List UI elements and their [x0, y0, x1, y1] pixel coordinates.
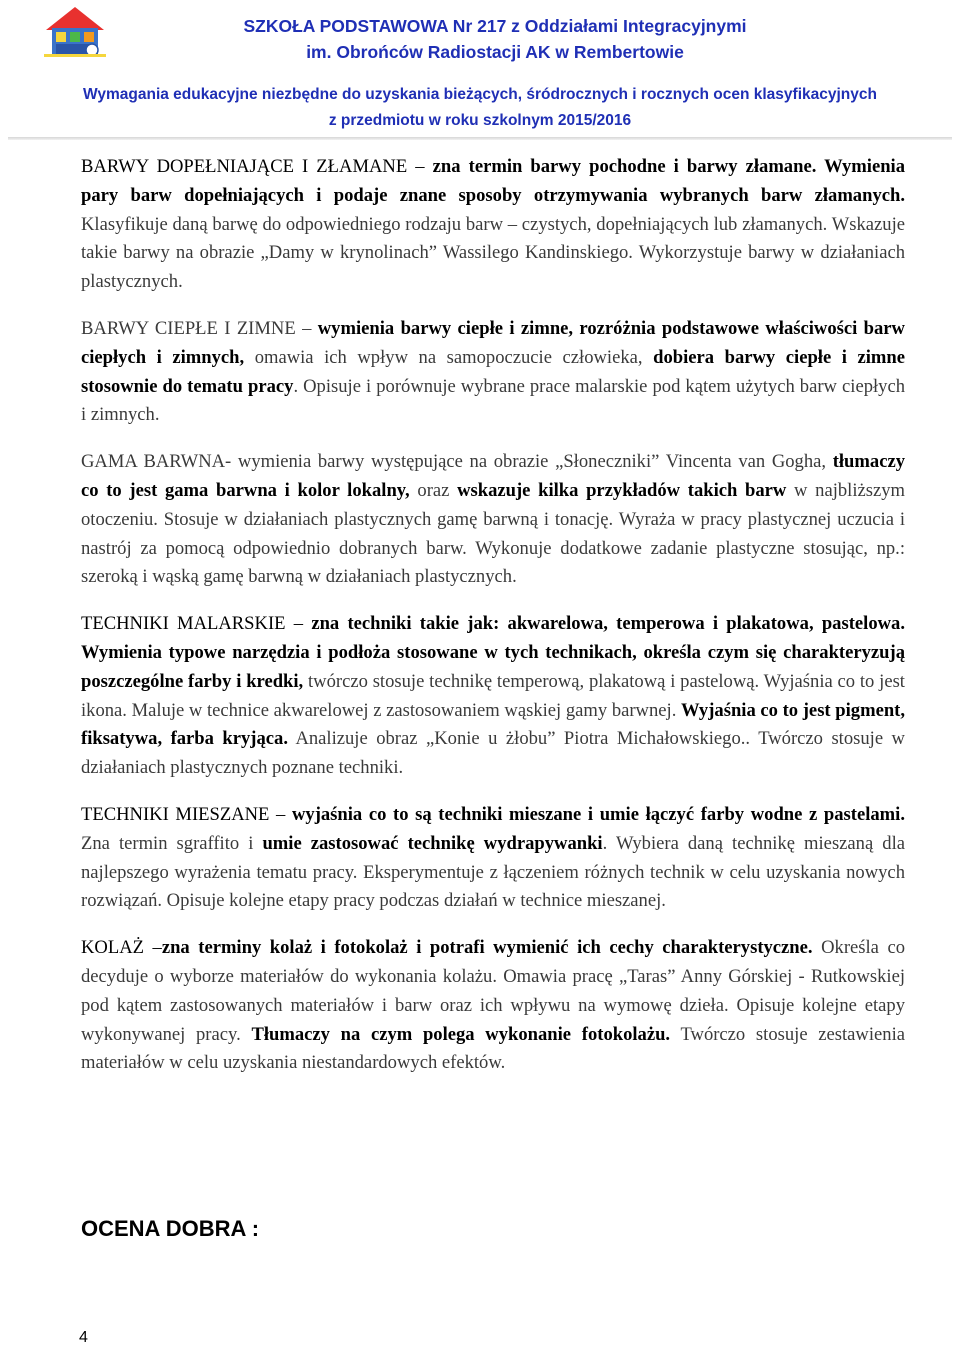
text-run: zna terminy kolaż i fotokolaż i potrafi wymienić ich cechy charakterystyczne.: [161, 937, 813, 959]
text-run: . Opisuje i porównuje wybrane prace malarskie pod kątem użytych barw ciepłych i zimnych.: [81, 375, 906, 426]
text-run: dobiera barwy ciepłe i zimne stosownie do tematu pracy: [81, 346, 905, 397]
text-run: wyjaśnia co to są techniki mieszane i umie łączyć farby wodne z pastelami.: [291, 803, 905, 825]
page-number: 4: [79, 1329, 88, 1346]
page-header: [0, 0, 960, 142]
text-run: wskazuje kilka przykładów takich barw: [457, 479, 787, 501]
text-run: TECHNIKI MIESZANE –: [81, 803, 292, 825]
text-run: KOLAŻ –: [81, 937, 162, 959]
text-run: w najbliższym otoczeniu. Stosuje w działaniach plastycznych gamę barwną i tonację. Wyraża w pracy plastycznej uczucia i nastrój za pomocą odpowiednio dobranych barw. Wykonuje dodatkowe zadanie plastyczne stosując, np.: szeroką i wąską gamę barwną w działaniach plastycznych.: [81, 479, 906, 588]
text-run: zna termin barwy pochodne i barwy złamane. Wymienia pary barw dopełniających i podaje znane sposoby otrzymywania wybranych barw złamanych.: [81, 156, 905, 206]
text-run: Zna termin sgraffito i: [81, 832, 263, 854]
text-run: BARWY CIEPŁE I ZIMNE –: [81, 317, 318, 339]
section-kolaz: [81, 934, 905, 1078]
section-techniki-malarskie: [81, 610, 905, 783]
section-techniki-mieszane: [81, 801, 905, 916]
school-name-line2: im. Obrońców Radiostacji AK w Rembertowie: [306, 42, 684, 62]
text-run: Twórczo stosuje zestawienia materiałów w celu uzyskania niestandardowych efektów.: [81, 1023, 905, 1074]
text-run: Tłumaczy na czym polega wykonanie fotokolażu.: [251, 1023, 671, 1045]
document-subtitle-line2: z przedmiotu w roku szkolnym 2015/2016: [328, 112, 632, 129]
text-run: twórczo stosuje technikę temperową, plakatową i pastelową. Wyjaśnia co to jest ikona. Maluje w technice akwarelowej z zastosowaniem wąskiej gamy barwnej.: [81, 670, 905, 721]
text-run: omawia ich wpływ na samopoczucie człowieka,: [244, 346, 654, 368]
text-run: Klasyfikuje daną barwę do odpowiedniego rodzaju barw – czystych, dopełniających lub złamanych. Wskazuje takie barwy na obrazie „Damy w krynolinach” Wassilego Kandinskiego. Wykorzystuje barwy w działaniach plastycznych.: [81, 213, 905, 293]
header-divider: [8, 137, 952, 140]
text-run: oraz: [409, 479, 458, 501]
text-run: . Wybiera daną technikę mieszaną dla najlepszego wyrażenia tematu pracy. Eksperymentuje z łączeniem różnych technik w celu uzyskania nowych rozwiązań. Opisuje kolejne etapy pracy podczas działań w technice mieszanej.: [81, 832, 905, 912]
text-run: BARWY DOPEŁNIAJĄCE I ZŁAMANE –: [81, 156, 433, 177]
school-name-line1: SZKOŁA PODSTAWOWA Nr 217 z Oddziałami Integracyjnymi: [243, 16, 747, 36]
document-body: [81, 153, 905, 1096]
text-run: tłumaczy co to jest gama barwna i kolor lokalny,: [81, 451, 905, 501]
text-run: Analizuje obraz „Konie u żłobu” Piotra Michałowskiego.. Twórczo stosuje w działaniach plastycznych poznane techniki.: [81, 728, 905, 779]
grade-heading: OCENA DOBRA :: [81, 1216, 260, 1241]
text-run: GAMA BARWNA- wymienia barwy występujące na obrazie „Słoneczniki” Vincenta van Gogha,: [81, 451, 833, 473]
document-subtitle-line1: Wymagania edukacyjne niezbędne do uzyskania bieżących, śródrocznych i rocznych ocen klasyfikacyjnych: [83, 86, 877, 103]
section-barwy-cieple-zimne: [81, 315, 905, 430]
text-run: wymienia barwy ciepłe i zimne, rozróżnia podstawowe właściwości barw ciepłych i zimnych,: [81, 317, 905, 368]
text-run: Wyjaśnia co to jest pigment, fiksatywa, farba kryjąca.: [81, 699, 905, 750]
section-barwy-dopelniajace: [81, 153, 905, 297]
text-run: umie zastosować technikę wydrapywanki: [262, 832, 603, 854]
text-run: zna techniki takie jak: akwarelowa, temperowa i plakatowa, pastelowa. Wymienia typowe narzędzia i podłoża stosowane w tych technikach, określa czym się charakteryzują poszczególne farby i kredki,: [81, 613, 905, 692]
text-run: TECHNIKI MALARSKIE –: [81, 613, 312, 635]
section-gama-barwna: [81, 448, 905, 592]
text-run: Określa co decyduje o wyborze materiałów do wykonania kolażu. Omawia pracę „Taras” Anny Górskiej - Rutkowskiej pod kątem zastosowanych materiałów i barw oraz ich wpływu na wymowę dzieła. Opisuje kolejne etapy wykonywanej pracy.: [81, 937, 905, 1045]
